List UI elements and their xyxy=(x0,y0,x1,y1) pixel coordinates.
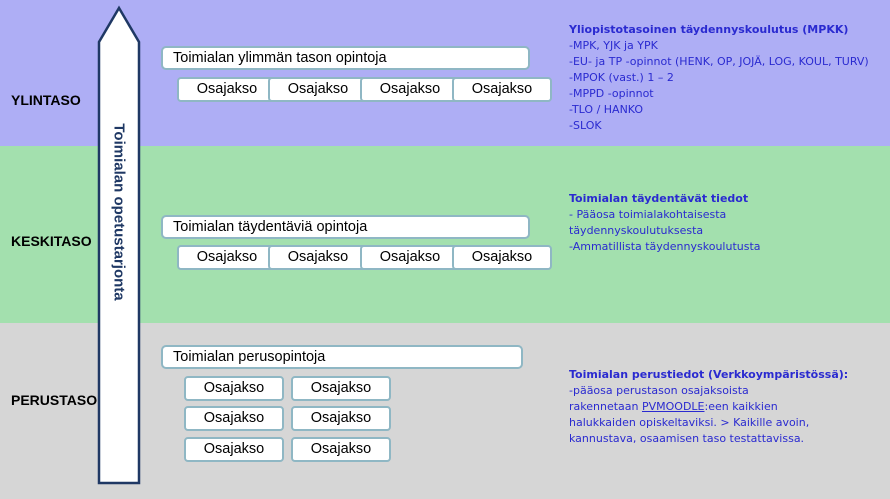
side-note-text: :een kaikkien xyxy=(704,400,778,413)
side-note-mid-title: Toimialan täydentävät tiedot xyxy=(569,192,749,205)
side-note-mid-line: täydennyskoulutuksesta xyxy=(569,224,704,237)
side-note-bottom-title: Toimialan perustiedot (Verkkoympäristössä): xyxy=(569,368,849,381)
side-note-mid-line: -Ammatillista täydennyskoulutusta xyxy=(569,240,761,253)
side-note-mid-line: - Pääosa toimialakohtaisesta xyxy=(569,208,727,221)
subunit-box: Osajakso xyxy=(291,406,391,431)
side-note-top-title: Yliopistotasoinen täydennyskoulutus (MPKK) xyxy=(569,23,849,36)
side-note-top-line: -SLOK xyxy=(569,119,602,132)
subunit-box: Osajakso xyxy=(184,376,284,401)
subunit-box: Osajakso xyxy=(291,376,391,401)
level-label-bottom: PERUSTASO xyxy=(11,392,98,408)
side-note-bottom-line: -pääosa perustason osajaksoista xyxy=(569,384,749,397)
subunit-box: Osajakso xyxy=(177,77,277,102)
subunit-box: Osajakso xyxy=(184,437,284,462)
side-note-top-line: -TLO / HANKO xyxy=(569,103,644,116)
side-note-mid xyxy=(569,191,761,255)
course-box-mid: Toimialan täydentäviä opintoja xyxy=(161,215,530,239)
side-note-top-line: -MPK, YJK ja YPK xyxy=(569,39,658,52)
level-label-top: YLINTASO xyxy=(11,92,81,108)
subunit-box: Osajakso xyxy=(184,406,284,431)
subunit-box: Osajakso xyxy=(360,77,460,102)
course-box-top: Toimialan ylimmän tason opintoja xyxy=(161,46,530,70)
arrow-label: Toimialan opetustarjonta xyxy=(110,123,128,301)
subunit-box: Osajakso xyxy=(360,245,460,270)
subunit-box: Osajakso xyxy=(268,245,368,270)
side-note-top-line: -EU- ja TP -opinnot (HENK, OP, JOJÄ, LOG, KOUL, TURV) xyxy=(569,55,869,68)
side-note-top-line: -MPOK (vast.) 1 – 2 xyxy=(569,71,674,84)
side-note-bottom-line: halukkaiden opiskeltaviksi. > Kaikille avoin, xyxy=(569,416,810,429)
subunit-box: Osajakso xyxy=(452,77,552,102)
subunit-box: Osajakso xyxy=(268,77,368,102)
pvmoodle-link[interactable]: PVMOODLE xyxy=(641,400,705,413)
course-box-bottom: Toimialan perusopintoja xyxy=(161,345,523,369)
subunit-box: Osajakso xyxy=(177,245,277,270)
side-note-top-line: -MPPD -opinnot xyxy=(569,87,654,100)
side-note-bottom-line xyxy=(569,399,848,415)
subunit-box: Osajakso xyxy=(291,437,391,462)
side-note-bottom xyxy=(569,367,848,447)
side-note-top xyxy=(569,22,869,134)
subunit-box: Osajakso xyxy=(452,245,552,270)
level-label-mid: KESKITASO xyxy=(11,233,92,249)
side-note-bottom-line: kannustava, osaamisen taso testattavissa. xyxy=(569,432,805,445)
side-note-text: rakennetaan xyxy=(569,400,642,413)
